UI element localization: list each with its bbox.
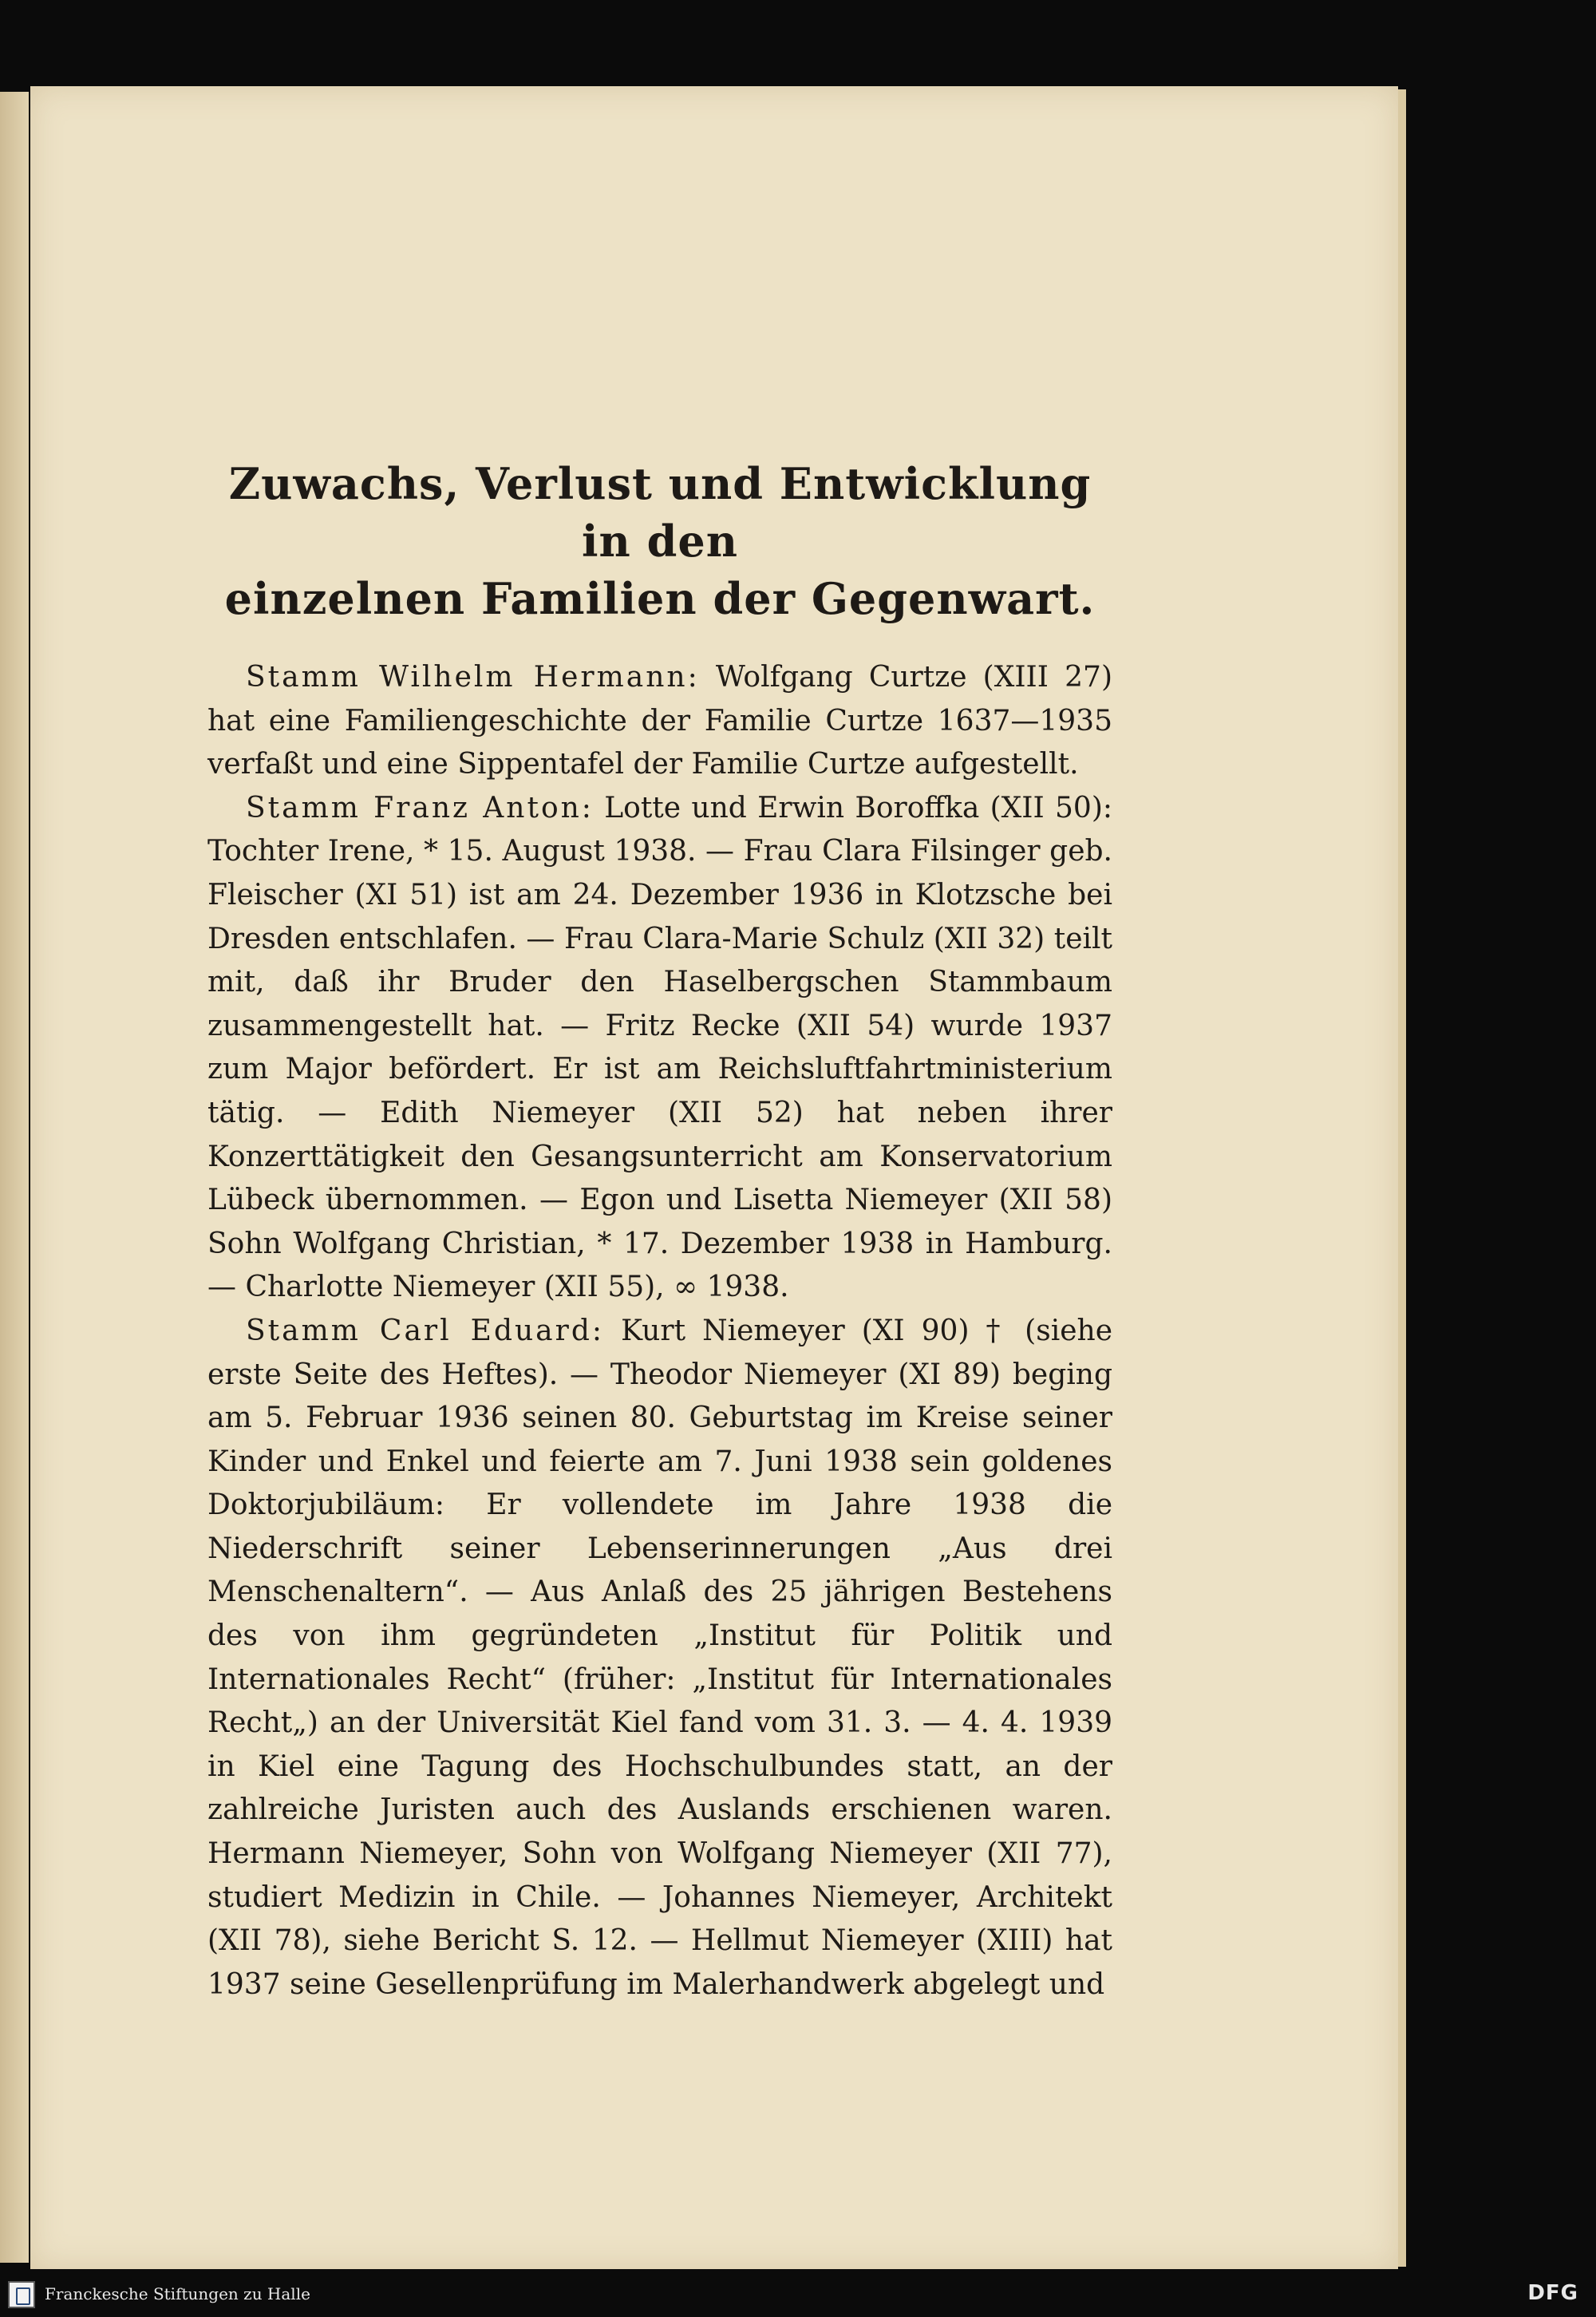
paragraph-text: Kurt Niemeyer (XI 90) † (siehe erste Seite des Heftes). — Theodor Niemeyer (XI 89) beging am 5. Februar 1936 seinen 80. Geburtstag im Kreise seiner Kinder und Enkel und feierte am 7. Juni 1938 sein goldenes Doktorjubiläum: Er vollendete im Jahre 1938 die Niederschrift seiner Lebenserinnerungen „Aus drei Menschenaltern“. — Aus Anlaß des 25 jährigen Bestehens des von ihm gegründeten „Institut für Politik und Internationales Recht“ (früher: „Institut für Internationales Recht„) an der Universität Kiel fand vom 31. 3. — 4. 4. 1939 in Kiel eine Tagung des Hochschulbundes statt, an der zahlreiche Juristen auch des Auslands erschienen waren. Hermann Niemeyer, Sohn von Wolfgang Niemeyer (XII 77), studiert Medizin in Chile. — Johannes Niemeyer, Architekt (XII 78), siehe Bericht S. 12. — Hellmut Niemeyer (XIII) hat 1937 seine Gesellenprüfung im Malerhandwerk abgelegt und [207, 1314, 1112, 2001]
paragraph-lead: Stamm Carl Eduard: [246, 1314, 605, 1347]
institution-name: Franckesche Stiftungen zu Halle [45, 2284, 310, 2303]
paragraph-lead: Stamm Franz Anton: [246, 791, 594, 824]
page-content [207, 455, 1112, 2007]
paragraph-stamm-franz-anton [207, 787, 1112, 1310]
heading-line-2: einzelnen Familien der Gegenwart. [224, 573, 1096, 624]
paragraph-lead: Stamm Wilhelm Hermann: [246, 661, 700, 694]
paragraph-text: Lotte und Erwin Boroffka (XII 50): Tochter Irene, * 15. August 1938. — Frau Clara Filsinger geb. Fleischer (XI 51) ist am 24. Dezember 1936 in Klotzsche bei Dresden entschlafen. — Frau Clara-Marie Schulz (XII 32) teilt mit, daß ihr Bruder den Haselbergschen Stammbaum zusammengestellt hat. — Fritz Recke (XII 54) wurde 1937 zum Major befördert. Er ist am Reichsluftfahrtministerium tätig. — Edith Niemeyer (XII 52) hat neben ihrer Konzerttätigkeit den Gesangsunterricht am Konservatorium Lübeck übernommen. — Egon und Lisetta Niemeyer (XII 58) Sohn Wolfgang Christian, * 17. Dezember 1938 in Hamburg. — Charlotte Niemeyer (XII 55), ∞ 1938. [207, 791, 1112, 1304]
viewer-footer [0, 2273, 1596, 2317]
page-edge [1398, 89, 1406, 2267]
paragraph-stamm-carl-eduard [207, 1310, 1112, 2007]
paragraph-text: Wolfgang Curtze (XIII 27) hat eine Familiengeschichte der Familie Curtze 1637—1935 verfaßt und eine Sippentafel der Familie Curtze aufgestellt. [207, 661, 1113, 781]
previous-page-edge [0, 92, 29, 2263]
paragraph-stamm-wilhelm-hermann [207, 656, 1112, 787]
dfg-logo: DFG [1527, 2281, 1578, 2305]
page-heading [207, 455, 1112, 627]
heading-line-1: Zuwachs, Verlust und Entwicklung in den [228, 458, 1092, 567]
institution-logo-icon [8, 2281, 35, 2308]
